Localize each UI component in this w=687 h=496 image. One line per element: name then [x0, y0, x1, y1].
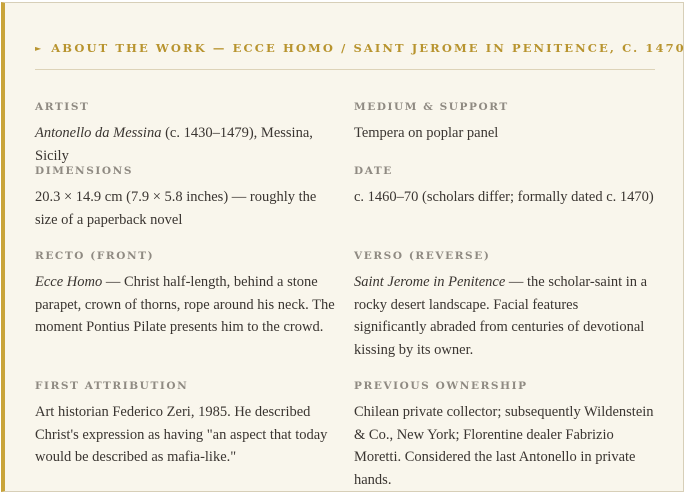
field-value: 20.3 × 14.9 cm (7.9 × 5.8 inches) — roughly the size of a paperback novel [35, 189, 317, 228]
artist-name: Antonello da Messina [35, 125, 162, 141]
field-value [354, 271, 654, 361]
field-value: c. 1460–70 (scholars differ; formally dated c. 1470) [354, 189, 654, 205]
section-header [35, 41, 686, 55]
header-divider [35, 69, 655, 70]
field-medium [354, 100, 654, 145]
field-label: PREVIOUS OWNERSHIP [354, 380, 528, 392]
section-title: ABOUT THE WORK — ECCE HOMO / SAINT JEROME IN PENITENCE, C. 1470 [51, 41, 686, 55]
verso-description: — the scholar-saint in a rocky desert landscape. Facial features significantly abraded from centuries of devotional kissing by its owner. [354, 274, 648, 358]
field-date [354, 164, 654, 209]
field-label: ARTIST [35, 101, 90, 113]
artist-details: (c. 1430–1479), Messina, Sicily [35, 125, 313, 164]
about-the-work-panel [1, 2, 684, 492]
field-value [35, 271, 335, 339]
field-label: MEDIUM & SUPPORT [354, 101, 509, 113]
field-value: Chilean private collector; subsequently Wildenstein & Co., New York; Florentine dealer Fabrizio Moretti. Considered the last Antonello in private hands. [354, 404, 654, 488]
verso-title: Saint Jerome in Penitence [354, 274, 506, 290]
field-first-attribution [35, 379, 335, 469]
field-label: VERSO (REVERSE) [354, 250, 491, 262]
field-label: RECTO (FRONT) [35, 250, 155, 262]
field-dimensions [35, 164, 335, 231]
field-value [35, 122, 335, 167]
field-value: Art historian Federico Zeri, 1985. He described Christ's expression as having "an aspect that today would be described as mafia-like." [35, 404, 328, 465]
recto-title: Ecce Homo [35, 274, 103, 290]
field-label: DIMENSIONS [35, 165, 134, 177]
disclosure-arrow-icon: ► [35, 43, 44, 53]
field-label: DATE [354, 165, 393, 177]
field-label: FIRST ATTRIBUTION [35, 380, 189, 392]
field-value: Tempera on poplar panel [354, 125, 499, 141]
field-previous-ownership [354, 379, 654, 491]
field-artist [35, 100, 335, 167]
recto-description: — Christ half-length, behind a stone parapet, crown of thorns, rope around his neck. The moment Pontius Pilate presents him to the crowd. [35, 274, 335, 335]
field-verso [354, 249, 654, 361]
field-recto [35, 249, 335, 339]
